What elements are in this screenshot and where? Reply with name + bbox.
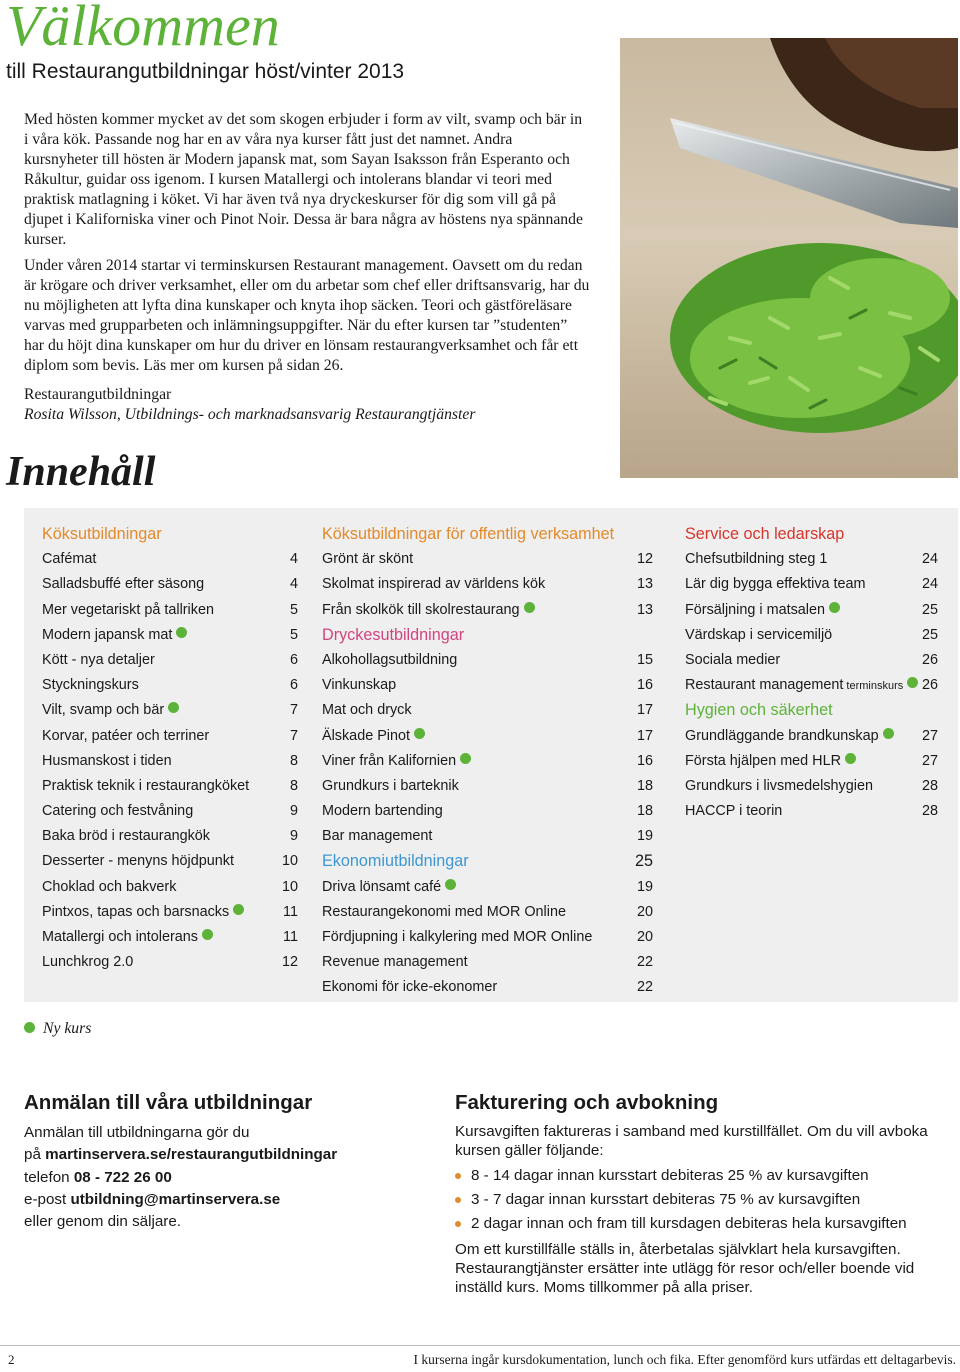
section-heading-label: Hygien och säkerhet <box>685 701 833 720</box>
toc-entry <box>322 875 653 900</box>
chopping-chives-photo <box>620 38 958 478</box>
billing-intro: Kursavgiften faktureras i samband med kurstillfället. Om du vill avboka kursen gäller följande: <box>455 1123 928 1159</box>
page-ref: 16 <box>636 677 653 694</box>
course-name: Chefsutbildning steg 1 <box>685 551 828 568</box>
page-ref: 25 <box>634 852 653 871</box>
registration-url-link[interactable]: martinservera.se/restaurangutbildningar <box>45 1146 338 1164</box>
course-name: Pintxos, tapas och barsnacks <box>42 903 230 920</box>
list-item <box>455 1164 955 1188</box>
table-of-contents <box>24 508 958 1002</box>
billing-bullets <box>455 1164 955 1236</box>
new-course-dot-icon <box>202 929 213 940</box>
course-name: Första hjälpen med HLR <box>685 752 841 769</box>
toc-section-heading <box>322 623 653 648</box>
page-ref: 28 <box>921 803 938 820</box>
page-ref: 24 <box>921 551 938 568</box>
toc-entry <box>685 572 938 597</box>
bullet-text: 3 - 7 dagar innan kursstart debiteras 75 % av kursavgiften <box>471 1191 861 1208</box>
page-ref: 17 <box>636 727 653 744</box>
chives-photo-illustration <box>620 38 958 478</box>
page-ref: 12 <box>636 551 653 568</box>
page-ref: 22 <box>636 954 653 971</box>
course-name: Vinkunskap <box>322 677 397 694</box>
toc-entry <box>685 547 938 572</box>
course-name: Grundkurs i barteknik <box>322 777 459 794</box>
signature-name: Rosita Wilsson, Utbildnings- och marknadsansvarig Restaurangtjänster <box>24 406 476 423</box>
new-course-dot-icon <box>460 753 471 764</box>
toc-entry <box>685 598 938 623</box>
toc-entry <box>322 950 653 975</box>
page-ref: 19 <box>636 878 653 895</box>
toc-entry <box>322 698 653 723</box>
registration-phone: 08 - 722 26 00 <box>73 1168 172 1186</box>
course-name: Matallergi och intolerans <box>42 929 198 945</box>
new-course-dot-icon <box>883 728 894 739</box>
toc-entry <box>42 749 298 774</box>
page-ref: 8 <box>289 752 298 769</box>
page-ref: 15 <box>636 651 653 668</box>
page-ref: 6 <box>289 677 298 694</box>
course-name: Baka bröd i restaurangkök <box>42 828 210 845</box>
footer-divider <box>0 1345 960 1346</box>
page-ref: 13 <box>636 576 653 593</box>
toc-entry <box>42 925 298 950</box>
intro-paragraph-1: Med hösten kommer mycket av det som skogen erbjuder i form av vilt, svamp och bär in i våra kök. Passande nog har en av våra nya kurser fått just det namnet. Andra kursnyheter till hösten är Modern japansk mat, som Sayan Isaksson från Esperanto och Råkultur, guidar oss igenom. I kursen Matallergi och intolerans blandar vi teori med praktisk matlagning i köket. Vi har även två nya dryckeskurser för dig som vill gå på djupet i Kaliforniska viner och Pinot Noir. Dessa är bara några av höstens nya spännande kurser. <box>24 111 583 248</box>
course-name: Mer vegetariskt på tallriken <box>42 601 214 618</box>
toc-entry <box>42 875 298 900</box>
toc-column-3 <box>685 522 938 824</box>
course-name: Catering och festvåning <box>42 803 194 820</box>
course-name: Choklad och bakverk <box>42 878 177 895</box>
course-name: Desserter - menyns höjdpunkt <box>42 853 234 870</box>
signature <box>24 385 590 425</box>
toc-entry <box>42 724 298 749</box>
url-prefix: på <box>24 1146 46 1164</box>
page-ref: 28 <box>921 777 938 794</box>
list-item <box>455 1188 955 1212</box>
course-name: Sociala medier <box>685 651 781 668</box>
toc-section-heading <box>322 522 653 547</box>
new-course-dot-icon <box>414 728 425 739</box>
course-name: Grönt är skönt <box>322 551 414 568</box>
course-name: Bar management <box>322 828 433 845</box>
course-name: Vilt, svamp och bär <box>42 702 165 719</box>
course-name: Viner från Kalifornien <box>322 752 457 769</box>
course-name: Modern japansk mat <box>42 626 173 643</box>
registration-line-1: Anmälan till utbildningarna gör du <box>24 1124 250 1141</box>
page-ref: 27 <box>921 752 938 769</box>
toc-entry <box>322 799 653 824</box>
toc-entry <box>322 572 653 597</box>
toc-column-2 <box>322 522 653 1001</box>
billing-section <box>455 1090 955 1297</box>
toc-entry <box>685 724 938 749</box>
new-course-dot-icon <box>829 602 840 613</box>
billing-outro: Om ett kurstillfälle ställs in, återbetalas självklart hela kursavgiften. Restaurangtjänster ersätter inte utlägg för resor och/eller boende vid inställd kurs. Moms tillkommer på alla priser. <box>455 1241 915 1296</box>
toc-entry <box>322 824 653 849</box>
toc-entry <box>322 724 653 749</box>
new-course-dot-icon <box>168 702 179 713</box>
new-course-dot-icon <box>24 1022 35 1033</box>
bullet-text: 8 - 14 dagar innan kursstart debiteras 25 % av kursavgiften <box>471 1167 869 1184</box>
intro-text <box>24 110 590 376</box>
course-name: Grundläggande brandkunskap <box>685 727 879 744</box>
toc-entry <box>322 749 653 774</box>
course-name: Älskade Pinot <box>322 727 410 744</box>
page-ref: 19 <box>636 828 653 845</box>
intro-paragraph-2: Under våren 2014 startar vi terminskursen Restaurant management. Oavsett om du redan är krögare och driver verksamhet, eller om du arbetar som chef eller driftsansvarig, har du nu möjligheten att lyfta dina kunskaper och knyta ihop säcken. Teori och gästföreläsare varvas med grupparbeten och inlämningsuppgifter. När du efter kursen tar ”studenten” har du höjt dina kunskaper om hur du driver en lönsam restaurangverksamhet och får ett diplom som bevis. Läs mer om kursen på sidan 26. <box>24 257 590 374</box>
toc-entry <box>322 975 653 1000</box>
course-name: Restaurant management <box>685 677 844 694</box>
toc-column-1 <box>42 522 298 975</box>
registration-title: Anmälan till våra utbildningar <box>24 1091 313 1114</box>
course-name: Mat och dryck <box>322 702 412 719</box>
course-name: Korvar, patéer och terriner <box>42 727 210 744</box>
toc-entry <box>42 824 298 849</box>
page-ref: 9 <box>289 828 298 845</box>
section-heading-label: Ekonomiutbildningar <box>322 852 469 871</box>
page-number: 2 <box>8 1352 15 1367</box>
bullet-icon <box>455 1173 461 1179</box>
page-ref: 10 <box>281 878 298 895</box>
course-name: Restaurangekonomi med MOR Online <box>322 903 566 920</box>
toc-entry <box>685 799 938 824</box>
page-subtitle: till Restaurangutbildningar höst/vinter 2013 <box>6 60 405 83</box>
toc-entry <box>322 598 653 623</box>
page-ref: 4 <box>289 576 298 593</box>
page-ref: 22 <box>636 979 653 996</box>
new-course-dot-icon <box>845 753 856 764</box>
registration-email-line <box>24 1189 424 1211</box>
course-name: Grundkurs i livsmedelshygien <box>685 777 873 794</box>
registration-line-5: eller genom din säljare. <box>24 1213 182 1231</box>
page-ref: 11 <box>283 929 298 945</box>
page-ref: 5 <box>289 626 298 643</box>
toc-entry <box>685 648 938 673</box>
contents-title: Innehåll <box>6 449 156 495</box>
toc-entry <box>685 749 938 774</box>
course-name: Modern bartending <box>322 803 443 820</box>
page-ref: 11 <box>283 903 298 920</box>
page-ref: 26 <box>921 677 938 694</box>
page-ref: 26 <box>921 651 938 668</box>
toc-entry <box>42 950 298 975</box>
page-ref: 5 <box>289 601 298 618</box>
toc-section-heading <box>685 698 938 723</box>
toc-entry <box>42 572 298 597</box>
course-name: Skolmat inspirerad av världens kök <box>322 576 546 593</box>
toc-entry <box>42 598 298 623</box>
registration-phone-line <box>24 1167 424 1189</box>
registration-url-line <box>24 1144 424 1166</box>
new-course-dot-icon <box>233 904 244 915</box>
page-ref: 4 <box>289 551 298 568</box>
billing-title: Fakturering och avbokning <box>455 1091 719 1114</box>
toc-entry <box>42 799 298 824</box>
section-heading-label: Köksutbildningar <box>42 525 162 543</box>
email-label: e-post <box>24 1190 71 1208</box>
page-ref: 13 <box>636 601 653 618</box>
course-name: Försäljning i matsalen <box>685 601 825 618</box>
page-ref: 6 <box>289 651 298 668</box>
course-name: Lunchkrog 2.0 <box>42 954 134 971</box>
course-name: HACCP i teorin <box>685 803 783 820</box>
footer-note: I kurserna ingår kursdokumentation, lunch och fika. Efter genomförd kurs utfärdas ett deltagarbevis. <box>413 1352 956 1367</box>
toc-entry <box>322 673 653 698</box>
page-ref: 7 <box>289 702 298 719</box>
course-name: Husmanskost i tiden <box>42 752 172 769</box>
section-heading-label: Köksutbildningar för offentlig verksamhet <box>322 525 615 543</box>
course-name: Salladsbuffé efter säsong <box>42 576 205 593</box>
course-name: Alkohollagsutbildning <box>322 651 458 668</box>
page-ref: 12 <box>281 954 298 971</box>
legend <box>24 1020 91 1038</box>
toc-entry <box>42 698 298 723</box>
toc-entry <box>42 774 298 799</box>
course-name: Styckningskurs <box>42 677 139 694</box>
page-ref: 20 <box>636 903 653 920</box>
course-name: Ekonomi för icke-ekonomer <box>322 979 498 996</box>
toc-entry <box>322 547 653 572</box>
toc-entry <box>685 673 938 698</box>
new-course-dot-icon <box>907 677 918 688</box>
page-ref: 18 <box>636 777 653 794</box>
course-name: Driva lönsamt café <box>322 878 442 895</box>
course-name: Revenue management <box>322 954 468 971</box>
page-ref: 16 <box>636 752 653 769</box>
registration-email-link[interactable]: utbildning@martinservera.se <box>70 1190 281 1208</box>
section-heading-label: Dryckesutbildningar <box>322 625 465 644</box>
page-ref: 18 <box>636 803 653 820</box>
new-course-dot-icon <box>524 602 535 613</box>
new-course-dot-icon <box>445 879 456 890</box>
page-ref: 25 <box>921 601 938 618</box>
signature-org: Restaurangutbildningar <box>24 386 172 403</box>
legend-label: Ny kurs <box>43 1020 92 1037</box>
page-ref: 9 <box>289 803 298 820</box>
toc-section-heading <box>42 522 298 547</box>
course-name: Kött - nya detaljer <box>42 651 155 668</box>
course-name: Lär dig bygga effektiva team <box>685 576 866 593</box>
page-ref: 7 <box>289 727 298 744</box>
course-name: Från skolkök till skolrestaurang <box>322 601 520 618</box>
course-name: Värdskap i servicemiljö <box>685 626 833 643</box>
toc-entry <box>42 648 298 673</box>
toc-entry <box>42 623 298 648</box>
registration-section <box>24 1090 424 1233</box>
toc-entry <box>42 547 298 572</box>
toc-entry <box>322 774 653 799</box>
list-item <box>455 1212 955 1236</box>
toc-entry <box>685 774 938 799</box>
phone-label: telefon <box>24 1168 74 1186</box>
page-ref: 24 <box>921 576 938 593</box>
bullet-icon <box>455 1197 461 1203</box>
page-ref: 17 <box>636 702 653 719</box>
page-ref: 27 <box>921 727 938 744</box>
page-ref: 8 <box>289 777 298 794</box>
toc-entry <box>685 623 938 648</box>
page-title: Välkommen <box>6 0 280 58</box>
toc-section-heading <box>322 849 653 874</box>
toc-entry <box>42 849 298 874</box>
page-ref: 20 <box>636 929 653 945</box>
bullet-icon <box>455 1221 461 1227</box>
section-heading-label: Service och ledarskap <box>685 525 845 543</box>
course-name: Cafémat <box>42 551 97 568</box>
page-ref: 25 <box>921 626 938 643</box>
toc-section-heading <box>685 522 938 547</box>
toc-entry <box>322 648 653 673</box>
course-name: Praktisk teknik i restaurangköket <box>42 777 250 794</box>
bullet-text: 2 dagar innan och fram till kursdagen debiteras hela kursavgiften <box>471 1215 907 1232</box>
toc-entry <box>322 900 653 925</box>
page-ref: 10 <box>281 853 298 870</box>
new-course-dot-icon <box>176 627 187 638</box>
toc-entry <box>322 925 653 950</box>
toc-entry <box>42 673 298 698</box>
course-name: Fördjupning i kalkylering med MOR Online <box>322 929 593 945</box>
toc-entry <box>42 900 298 925</box>
course-note: terminskurs <box>846 680 904 693</box>
